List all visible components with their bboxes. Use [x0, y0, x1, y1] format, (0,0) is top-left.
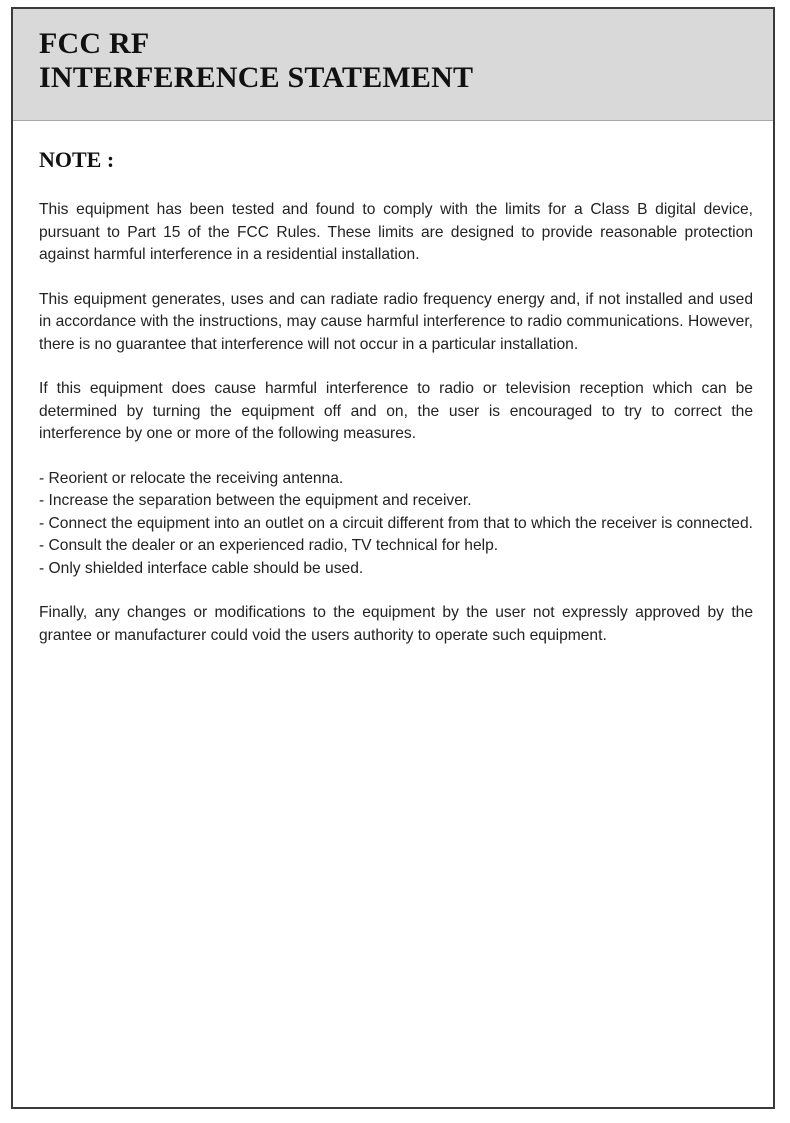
statement-body	[13, 121, 773, 647]
title-banner	[13, 9, 773, 121]
paragraph-radiation: This equipment generates, uses and can radiate radio frequency energy and, if not installed and used in accordance with the instructions, may cause harmful interference to radio communications. However, there is no guarantee that interference will not occur in a particular installation.	[39, 290, 753, 353]
measure-item: - Consult the dealer or an experienced radio, TV technical for help.	[39, 537, 499, 554]
paragraph-measures-intro: If this equipment does cause harmful interference to radio or television reception which can be determined by turning the equipment off and on, the user is encouraged to try to correct the interference by one or more of the following measures.	[39, 380, 753, 442]
measure-item: - Only shielded interface cable should be used.	[39, 559, 364, 577]
paragraph-compliance: This equipment has been tested and found to comply with the limits for a Class B digital device, pursuant to Part 15 of the FCC Rules. These limits are designed to provide reasonable protection against harmful interference in a residential installation.	[39, 201, 753, 263]
document-frame	[11, 7, 775, 1109]
paragraph-closing: Finally, any changes or modifications to the equipment by the user not expressly approved by the grantee or manufacturer could void the users authority to operate such equipment.	[39, 604, 753, 644]
measure-item: - Reorient or relocate the receiving antenna.	[39, 469, 344, 487]
title-line-1: FCC RF	[39, 27, 150, 60]
measures-list	[39, 468, 753, 581]
measure-item: - Connect the equipment into an outlet on a circuit different from that to which the receiver is connected.	[39, 514, 753, 532]
measure-item: - Increase the separation between the equipment and receiver.	[39, 492, 472, 509]
title-line-2: INTERFERENCE STATEMENT	[39, 61, 474, 94]
note-heading: NOTE :	[39, 147, 115, 172]
